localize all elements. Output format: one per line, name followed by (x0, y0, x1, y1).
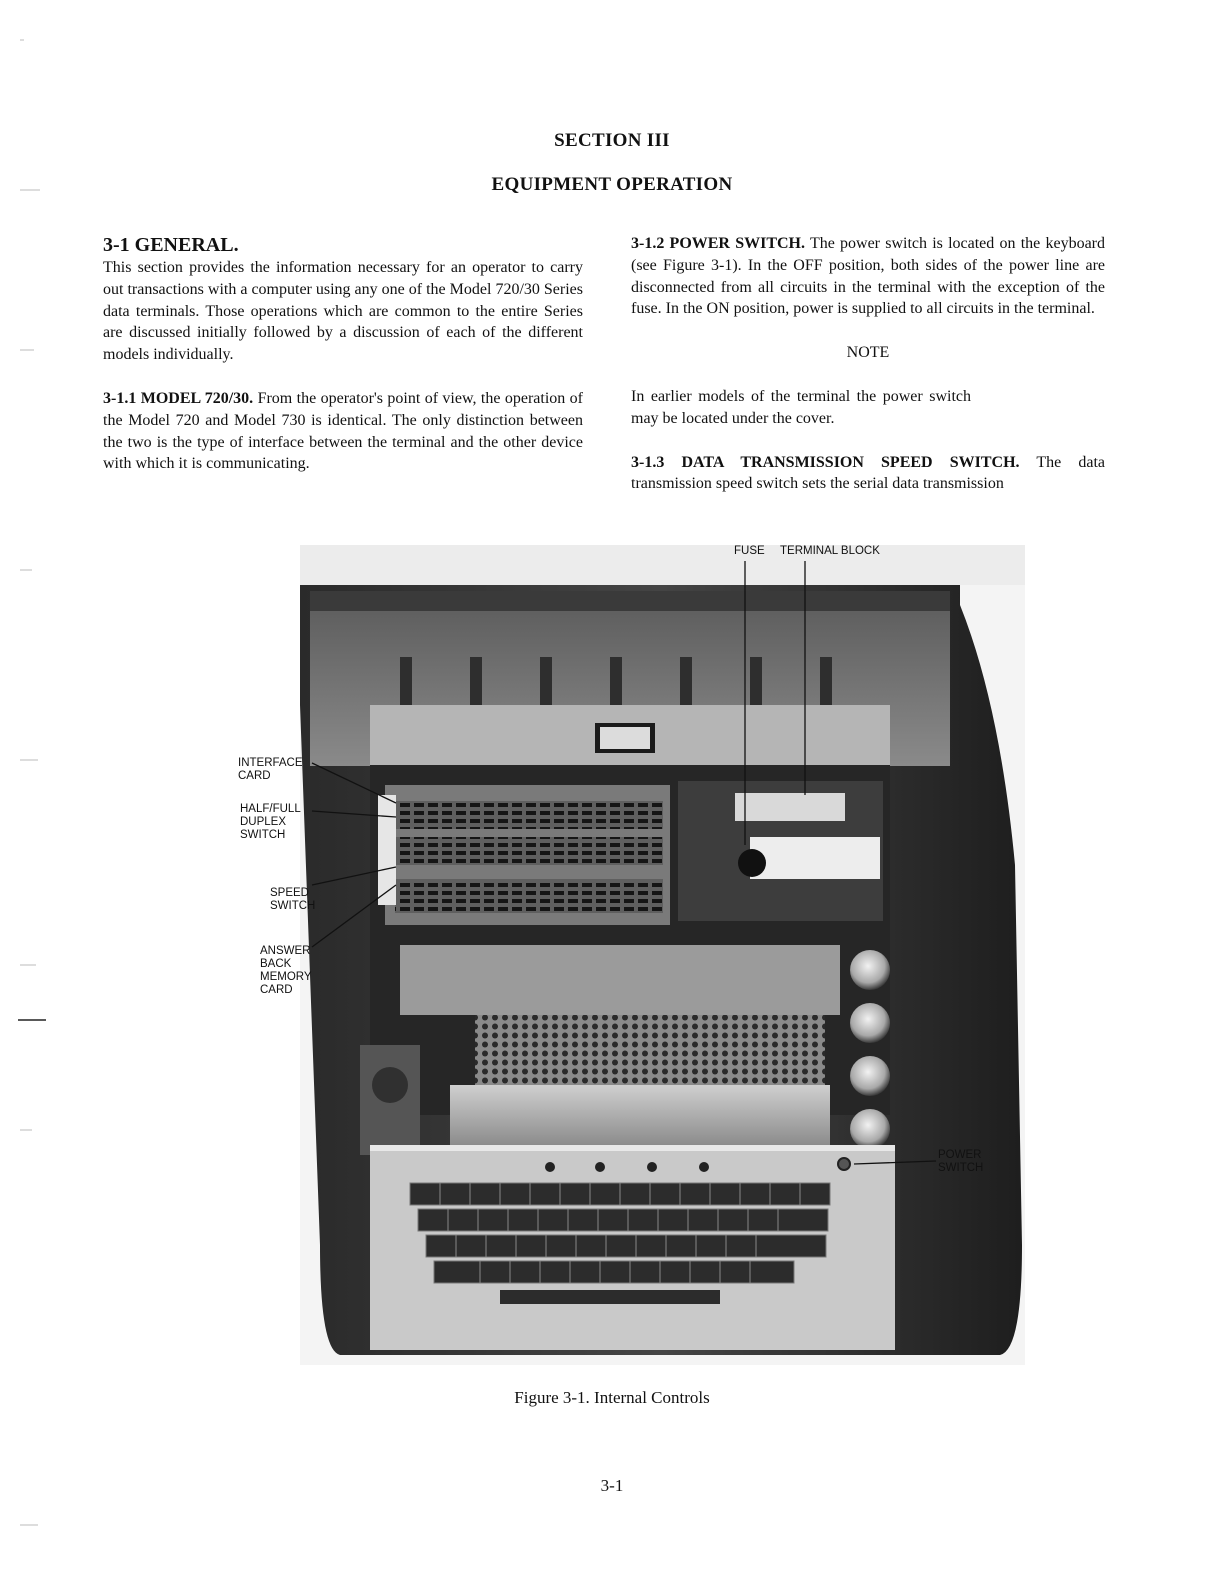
general-heading: 3-1 GENERAL. (103, 234, 239, 256)
right-column (631, 233, 1105, 517)
power-switch-callout: POWER SWITCH (938, 1149, 984, 1174)
section-number: SECTION III (554, 130, 670, 151)
note-text: In earlier models of the terminal the power switch may be located under the cover. (631, 387, 971, 427)
power-switch-heading: 3-1.2 POWER SWITCH. (631, 235, 805, 252)
general-text: This section provides the information necessary for an operator to carry out transactions with a computer using any one of the Model 720/30 Series data terminals. Those operations which are common to the entire Series are discussed initially followed by a discussion of each of the different models individually. (103, 259, 583, 364)
page-title: EQUIPMENT OPERATION (491, 174, 733, 195)
speed-switch-heading: 3-1.3 DATA TRANSMISSION SPEED SWITCH. (631, 453, 1020, 471)
speed-switch-paragraph (631, 452, 1105, 496)
general-paragraph (103, 233, 583, 366)
terminal-figure (238, 545, 1025, 1365)
figure-caption: Figure 3-1. Internal Controls (514, 1388, 710, 1407)
fuse-callout: FUSE (734, 545, 765, 557)
note-title: NOTE (846, 344, 890, 362)
model-paragraph (103, 388, 583, 475)
speed-switch-text: The data transmission speed switch sets the serial data transmission (631, 453, 1105, 493)
left-column (103, 233, 583, 497)
page-number: 3-1 (600, 1476, 624, 1495)
model-text: From the operator's point of view, the operation of the Model 720 and Model 730 is identical. The only distinction between the two is the type of interface between the terminal and the other device with which it is communicating. (103, 389, 584, 473)
half-full-duplex-callout: HALF/FULL DUPLEX SWITCH (240, 803, 301, 841)
terminal-block-callout: TERMINAL BLOCK (780, 545, 880, 557)
power-switch-paragraph (631, 233, 1105, 320)
speed-switch-callout: SPEED SWITCH (270, 887, 316, 912)
scan-margin-marks (18, 30, 48, 1550)
model-heading: 3-1.1 MODEL 720/30. (103, 389, 254, 407)
answer-back-callout: ANSWER BACK MEMORY CARD (260, 945, 312, 996)
power-switch-knob[interactable] (838, 1158, 850, 1170)
terminal-photo (300, 545, 1025, 1365)
interface-card-callout: INTERFACE CARD (238, 757, 303, 782)
power-switch-text: The power switch is located on the keyboard (see Figure 3-1). In the OFF position, both sides of the power line are disconnected from all circuits in the terminal with the exception of the fuse. In the ON position, power is supplied to all circuits in the terminal. (631, 235, 1106, 318)
